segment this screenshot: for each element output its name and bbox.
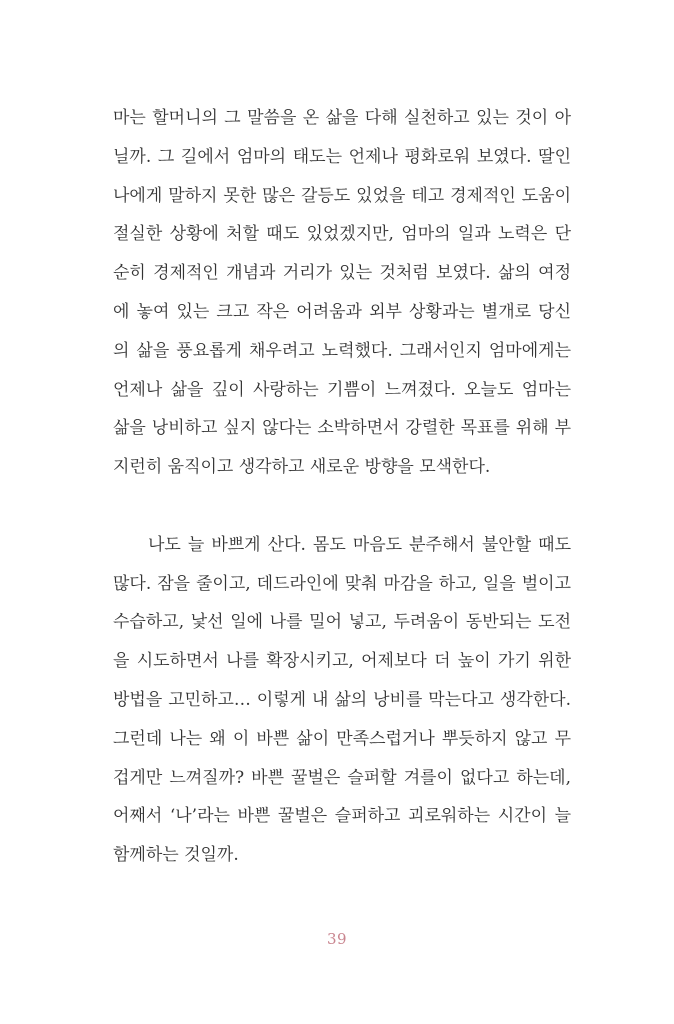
text-line: 언제나 삶을 깊이 사랑하는 기쁨이 느껴졌다. 오늘도 엄마는	[113, 379, 571, 400]
text-line: 겁게만 느껴질까? 바쁜 꿀벌은 슬퍼할 겨를이 없다고 하는데,	[113, 767, 571, 788]
page-number: 39	[326, 930, 348, 948]
text-line: 지런히 움직이고 생각하고 새로운 방향을 모색한다.	[113, 457, 491, 478]
paragraph-1	[113, 99, 571, 487]
text-line: 함께하는 것일까.	[113, 845, 239, 866]
text-line: 의 삶을 풍요롭게 채우려고 노력했다. 그래서인지 엄마에게는	[113, 340, 571, 361]
text-line: 절실한 상황에 처할 때도 있었겠지만, 엄마의 일과 노력은 단	[113, 224, 571, 245]
text-line: 수습하고, 낯선 일에 나를 밀어 넣고, 두려움이 동반되는 도전	[113, 612, 571, 633]
text-line: 나에게 말하지 못한 많은 갈등도 있었을 테고 경제적인 도움이	[113, 185, 571, 206]
text-line: 많다. 잠을 줄이고, 데드라인에 맞춰 마감을 하고, 일을 벌이고	[113, 573, 571, 594]
text-line: 닐까. 그 길에서 엄마의 태도는 언제나 평화로워 보였다. 딸인	[113, 146, 571, 167]
text-line: 그런데 나는 왜 이 바쁜 삶이 만족스럽거나 뿌듯하지 않고 무	[113, 728, 571, 749]
paragraph-2	[113, 526, 571, 875]
text-line: 을 시도하면서 나를 확장시키고, 어제보다 더 높이 가기 위한	[113, 651, 571, 672]
text-line: 마는 할머니의 그 말씀을 온 삶을 다해 실천하고 있는 것이 아	[113, 108, 571, 128]
body-text	[113, 99, 571, 875]
text-line: 삶을 낭비하고 싶지 않다는 소박하면서 강렬한 목표를 위해 부	[113, 418, 571, 439]
text-line: 방법을 고민하고… 이렇게 내 삶의 낭비를 막는다고 생각한다.	[113, 689, 571, 710]
text-line: 나도 늘 바쁘게 산다. 몸도 마음도 분주해서 불안할 때도	[148, 534, 571, 555]
text-line: 에 놓여 있는 크고 작은 어려움과 외부 상황과는 별개로 당신	[113, 301, 571, 322]
text-line: 순히 경제적인 개념과 거리가 있는 것처럼 보였다. 삶의 여정	[113, 263, 571, 284]
text-line: 어째서 ‘나’라는 바쁜 꿀벌은 슬퍼하고 괴로워하는 시간이 늘	[113, 806, 571, 827]
